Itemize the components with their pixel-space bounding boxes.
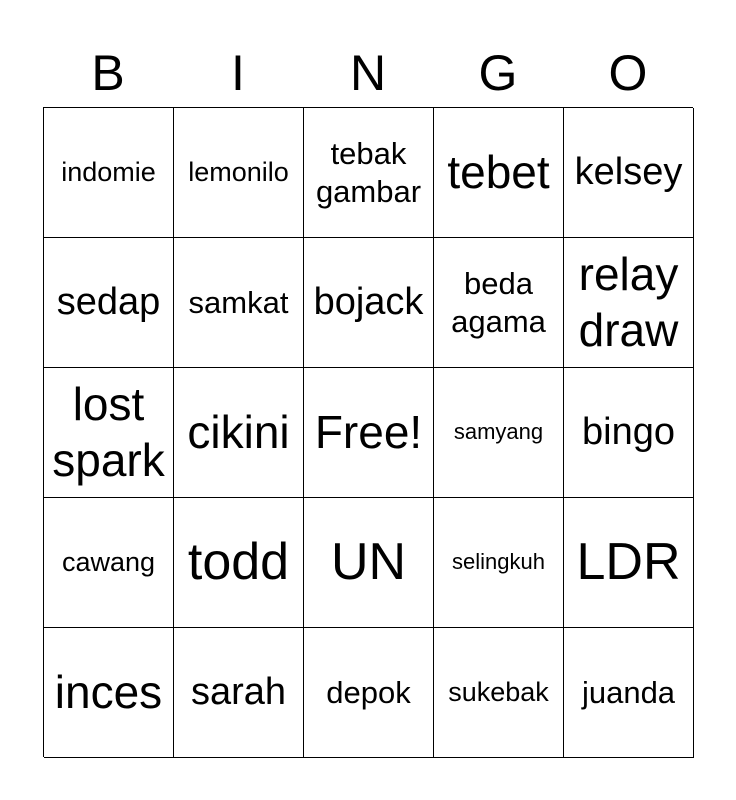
bingo-cell[interactable] — [564, 368, 694, 498]
bingo-cell[interactable] — [174, 108, 304, 238]
cell-label: depok — [326, 674, 411, 710]
cell-label: lemonilo — [188, 157, 289, 188]
cell-label: kelsey — [574, 150, 683, 193]
bingo-cell[interactable] — [44, 628, 174, 758]
bingo-cell[interactable] — [434, 238, 564, 368]
header-letter-b: B — [91, 45, 125, 101]
bingo-cell[interactable] — [564, 238, 694, 368]
cell-label: selingkuh — [452, 549, 545, 575]
bingo-cell[interactable] — [44, 368, 174, 498]
bingo-cell[interactable] — [174, 498, 304, 628]
bingo-cell[interactable] — [174, 628, 304, 758]
bingo-cell[interactable] — [304, 628, 434, 758]
cell-label: cawang — [61, 547, 156, 578]
bingo-cell[interactable] — [564, 628, 694, 758]
bingo-cell[interactable] — [304, 498, 434, 628]
bingo-cell[interactable] — [304, 108, 434, 238]
cell-label: inces — [54, 665, 163, 718]
cell-label: indomie — [61, 157, 156, 188]
header-letter-g: G — [478, 45, 518, 101]
cell-label: Free! — [314, 405, 423, 458]
cell-label: relay draw — [578, 248, 679, 356]
cell-label: LDR — [576, 533, 681, 592]
bingo-cell[interactable] — [434, 368, 564, 498]
cell-label: todd — [187, 533, 290, 592]
cell-label: cikini — [187, 405, 290, 458]
cell-label: juanda — [581, 674, 676, 710]
bingo-cell[interactable] — [434, 108, 564, 238]
header-letter-i: I — [231, 45, 245, 101]
bingo-cell[interactable] — [174, 238, 304, 368]
bingo-cell-free[interactable] — [304, 368, 434, 498]
cell-label: samyang — [453, 419, 544, 445]
bingo-cell[interactable] — [174, 368, 304, 498]
cell-label: sedap — [56, 280, 161, 323]
cell-label: samkat — [188, 284, 289, 320]
cell-label: sukebak — [448, 677, 549, 708]
cell-label: UN — [330, 533, 407, 592]
bingo-cell[interactable] — [564, 108, 694, 238]
cell-label: tebet — [447, 145, 550, 198]
bingo-cell[interactable] — [564, 498, 694, 628]
cell-label: lost spark — [52, 378, 165, 486]
header-letter-n: N — [349, 45, 387, 101]
bingo-cell[interactable] — [44, 238, 174, 368]
bingo-cell[interactable] — [434, 498, 564, 628]
bingo-cell[interactable] — [44, 498, 174, 628]
cell-label: bojack — [313, 280, 424, 323]
bingo-cell[interactable] — [304, 238, 434, 368]
bingo-header — [43, 40, 693, 106]
cell-label: sarah — [190, 670, 287, 713]
bingo-cell[interactable] — [44, 108, 174, 238]
cell-label: bingo — [582, 410, 675, 453]
cell-label: tebak gambar — [315, 136, 422, 209]
bingo-board — [43, 107, 693, 757]
bingo-cell[interactable] — [434, 628, 564, 758]
cell-label: beda agama — [451, 266, 546, 339]
header-letter-o: O — [608, 45, 648, 101]
